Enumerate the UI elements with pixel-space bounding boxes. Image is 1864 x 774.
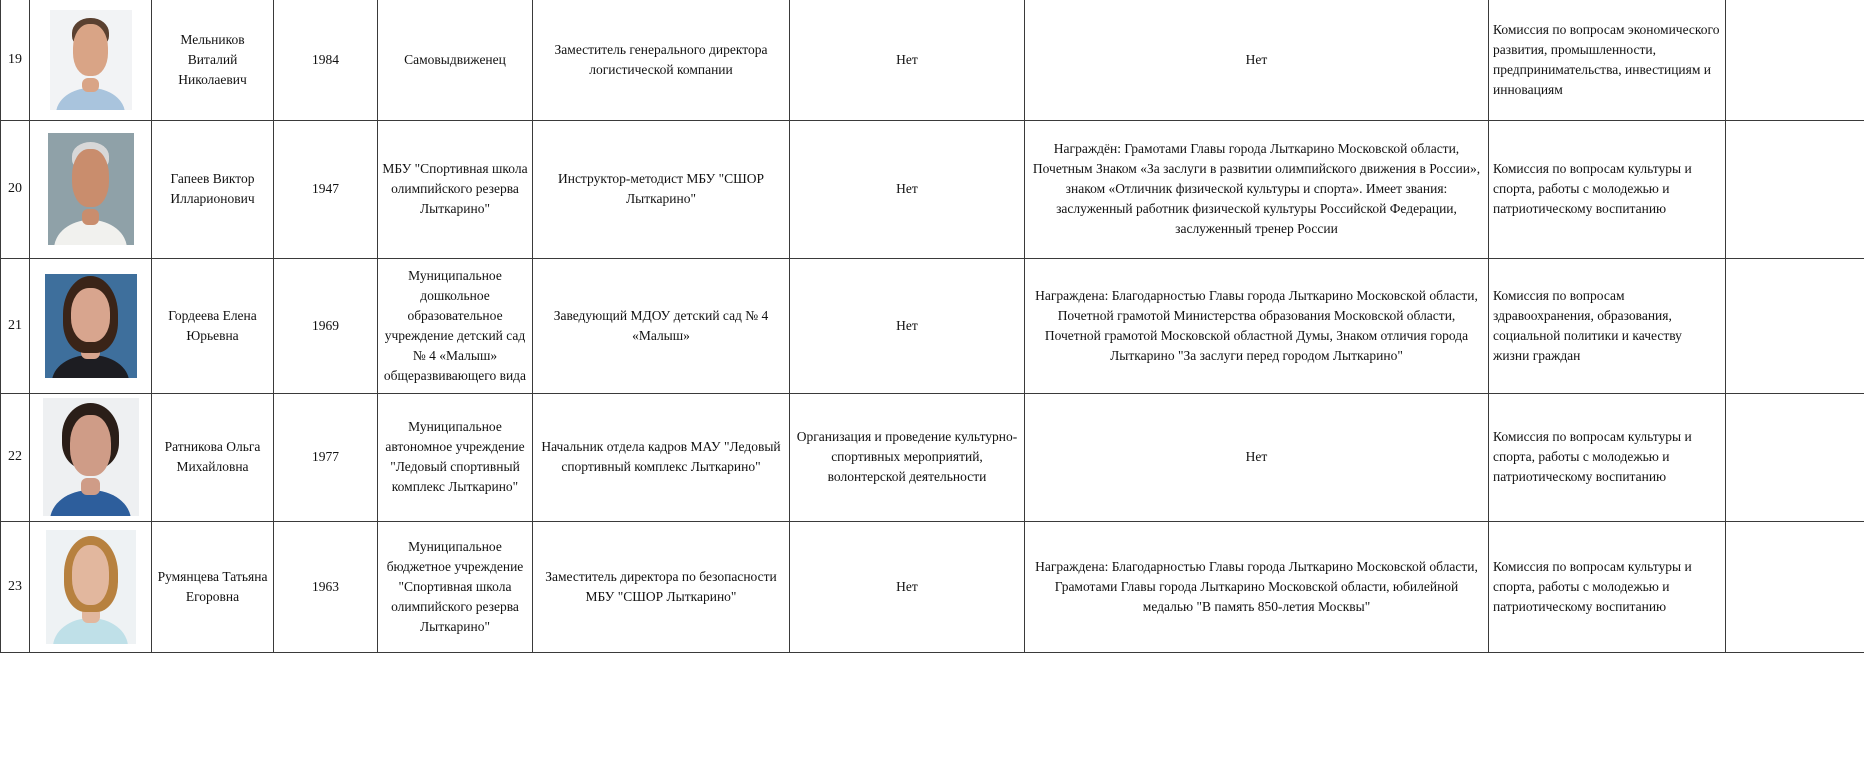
public-work: Нет <box>790 521 1025 652</box>
birth-year: 1984 <box>274 0 378 120</box>
portrait-man-outdoor-icon <box>48 133 134 245</box>
commission: Комиссия по вопросам здравоохранения, образования, социальной политики и качеству жизни граждан <box>1489 258 1726 393</box>
job-position: Заместитель генерального директора логистической компании <box>533 0 790 120</box>
public-work: Нет <box>790 258 1025 393</box>
candidates-table-body <box>1 0 1864 652</box>
nominated-by: МБУ "Спортивная школа олимпийского резерва Лыткарино" <box>378 120 533 258</box>
table-row <box>1 120 1864 258</box>
candidate-name: Румянцева Татьяна Егоровна <box>152 521 274 652</box>
row-number: 21 <box>1 258 30 393</box>
candidate-name: Гордеева Елена Юрьевна <box>152 258 274 393</box>
portrait-man-icon <box>50 10 132 110</box>
commission: Комиссия по вопросам экономического развития, промышленности, предпринимательства, инвестициям и инновациям <box>1489 0 1726 120</box>
row-number: 20 <box>1 120 30 258</box>
job-position: Заведующий МДОУ детский сад № 4 «Малыш» <box>533 258 790 393</box>
table-row <box>1 0 1864 120</box>
awards: Нет <box>1025 0 1489 120</box>
birth-year: 1977 <box>274 393 378 521</box>
row-number: 22 <box>1 393 30 521</box>
empty-cell <box>1726 258 1864 393</box>
empty-cell <box>1726 120 1864 258</box>
empty-cell <box>1726 0 1864 120</box>
candidate-name: Гапеев Виктор Илларионович <box>152 120 274 258</box>
photo-cell <box>30 521 152 652</box>
nominated-by: Муниципальное автономное учреждение "Ледовый спортивный комплекс Лыткарино" <box>378 393 533 521</box>
job-position: Инструктор-методист МБУ "СШОР Лыткарино" <box>533 120 790 258</box>
birth-year: 1963 <box>274 521 378 652</box>
row-number: 19 <box>1 0 30 120</box>
awards: Награждена: Благодарностью Главы города Лыткарино Московской области, Грамотами Главы города Лыткарино Московской области, юбилейной медалью "В память 850-летия Москвы" <box>1025 521 1489 652</box>
awards: Награждён: Грамотами Главы города Лыткарино Московской области, Почетным Знаком «За заслуги в развитии олимпийского движения в России», знаком «Отличник физической культуры и спорта». Имеет звания: заслуженный работник физической культуры Российской Федерации, заслуженный тренер России <box>1025 120 1489 258</box>
table-row <box>1 393 1864 521</box>
candidate-name: Мельников Виталий Николаевич <box>152 0 274 120</box>
public-work: Нет <box>790 120 1025 258</box>
table-row <box>1 521 1864 652</box>
public-work: Нет <box>790 0 1025 120</box>
commission: Комиссия по вопросам культуры и спорта, работы с молодежью и патриотическому воспитанию <box>1489 120 1726 258</box>
empty-cell <box>1726 521 1864 652</box>
photo-cell <box>30 0 152 120</box>
row-number: 23 <box>1 521 30 652</box>
photo-cell <box>30 120 152 258</box>
nominated-by: Самовыдвиженец <box>378 0 533 120</box>
commission: Комиссия по вопросам культуры и спорта, работы с молодежью и патриотическому воспитанию <box>1489 393 1726 521</box>
photo-cell <box>30 393 152 521</box>
nominated-by: Муниципальное бюджетное учреждение "Спортивная школа олимпийского резерва Лыткарино" <box>378 521 533 652</box>
empty-cell <box>1726 393 1864 521</box>
birth-year: 1947 <box>274 120 378 258</box>
portrait-woman-icon <box>45 274 137 378</box>
candidate-name: Ратникова Ольга Михайловна <box>152 393 274 521</box>
photo-cell <box>30 258 152 393</box>
awards: Нет <box>1025 393 1489 521</box>
birth-year: 1969 <box>274 258 378 393</box>
awards: Награждена: Благодарностью Главы города Лыткарино Московской области, Почетной грамотой Министерства образования Московской области, Почетной грамотой Московской областной Думы, Знаком отличия города Лыткарино "За заслуги перед городом Лыткарино" <box>1025 258 1489 393</box>
job-position: Заместитель директора по безопасности МБУ "СШОР Лыткарино" <box>533 521 790 652</box>
portrait-woman-icon <box>43 398 139 516</box>
table-row <box>1 258 1864 393</box>
nominated-by: Муниципальное дошкольное образовательное учреждение детский сад № 4 «Малыш» общеразвивающего вида <box>378 258 533 393</box>
commission: Комиссия по вопросам культуры и спорта, работы с молодежью и патриотическому воспитанию <box>1489 521 1726 652</box>
public-work: Организация и проведение культурно-спортивных мероприятий, волонтерской деятельности <box>790 393 1025 521</box>
portrait-woman-icon <box>46 530 136 644</box>
job-position: Начальник отдела кадров МАУ "Ледовый спортивный комплекс Лыткарино" <box>533 393 790 521</box>
